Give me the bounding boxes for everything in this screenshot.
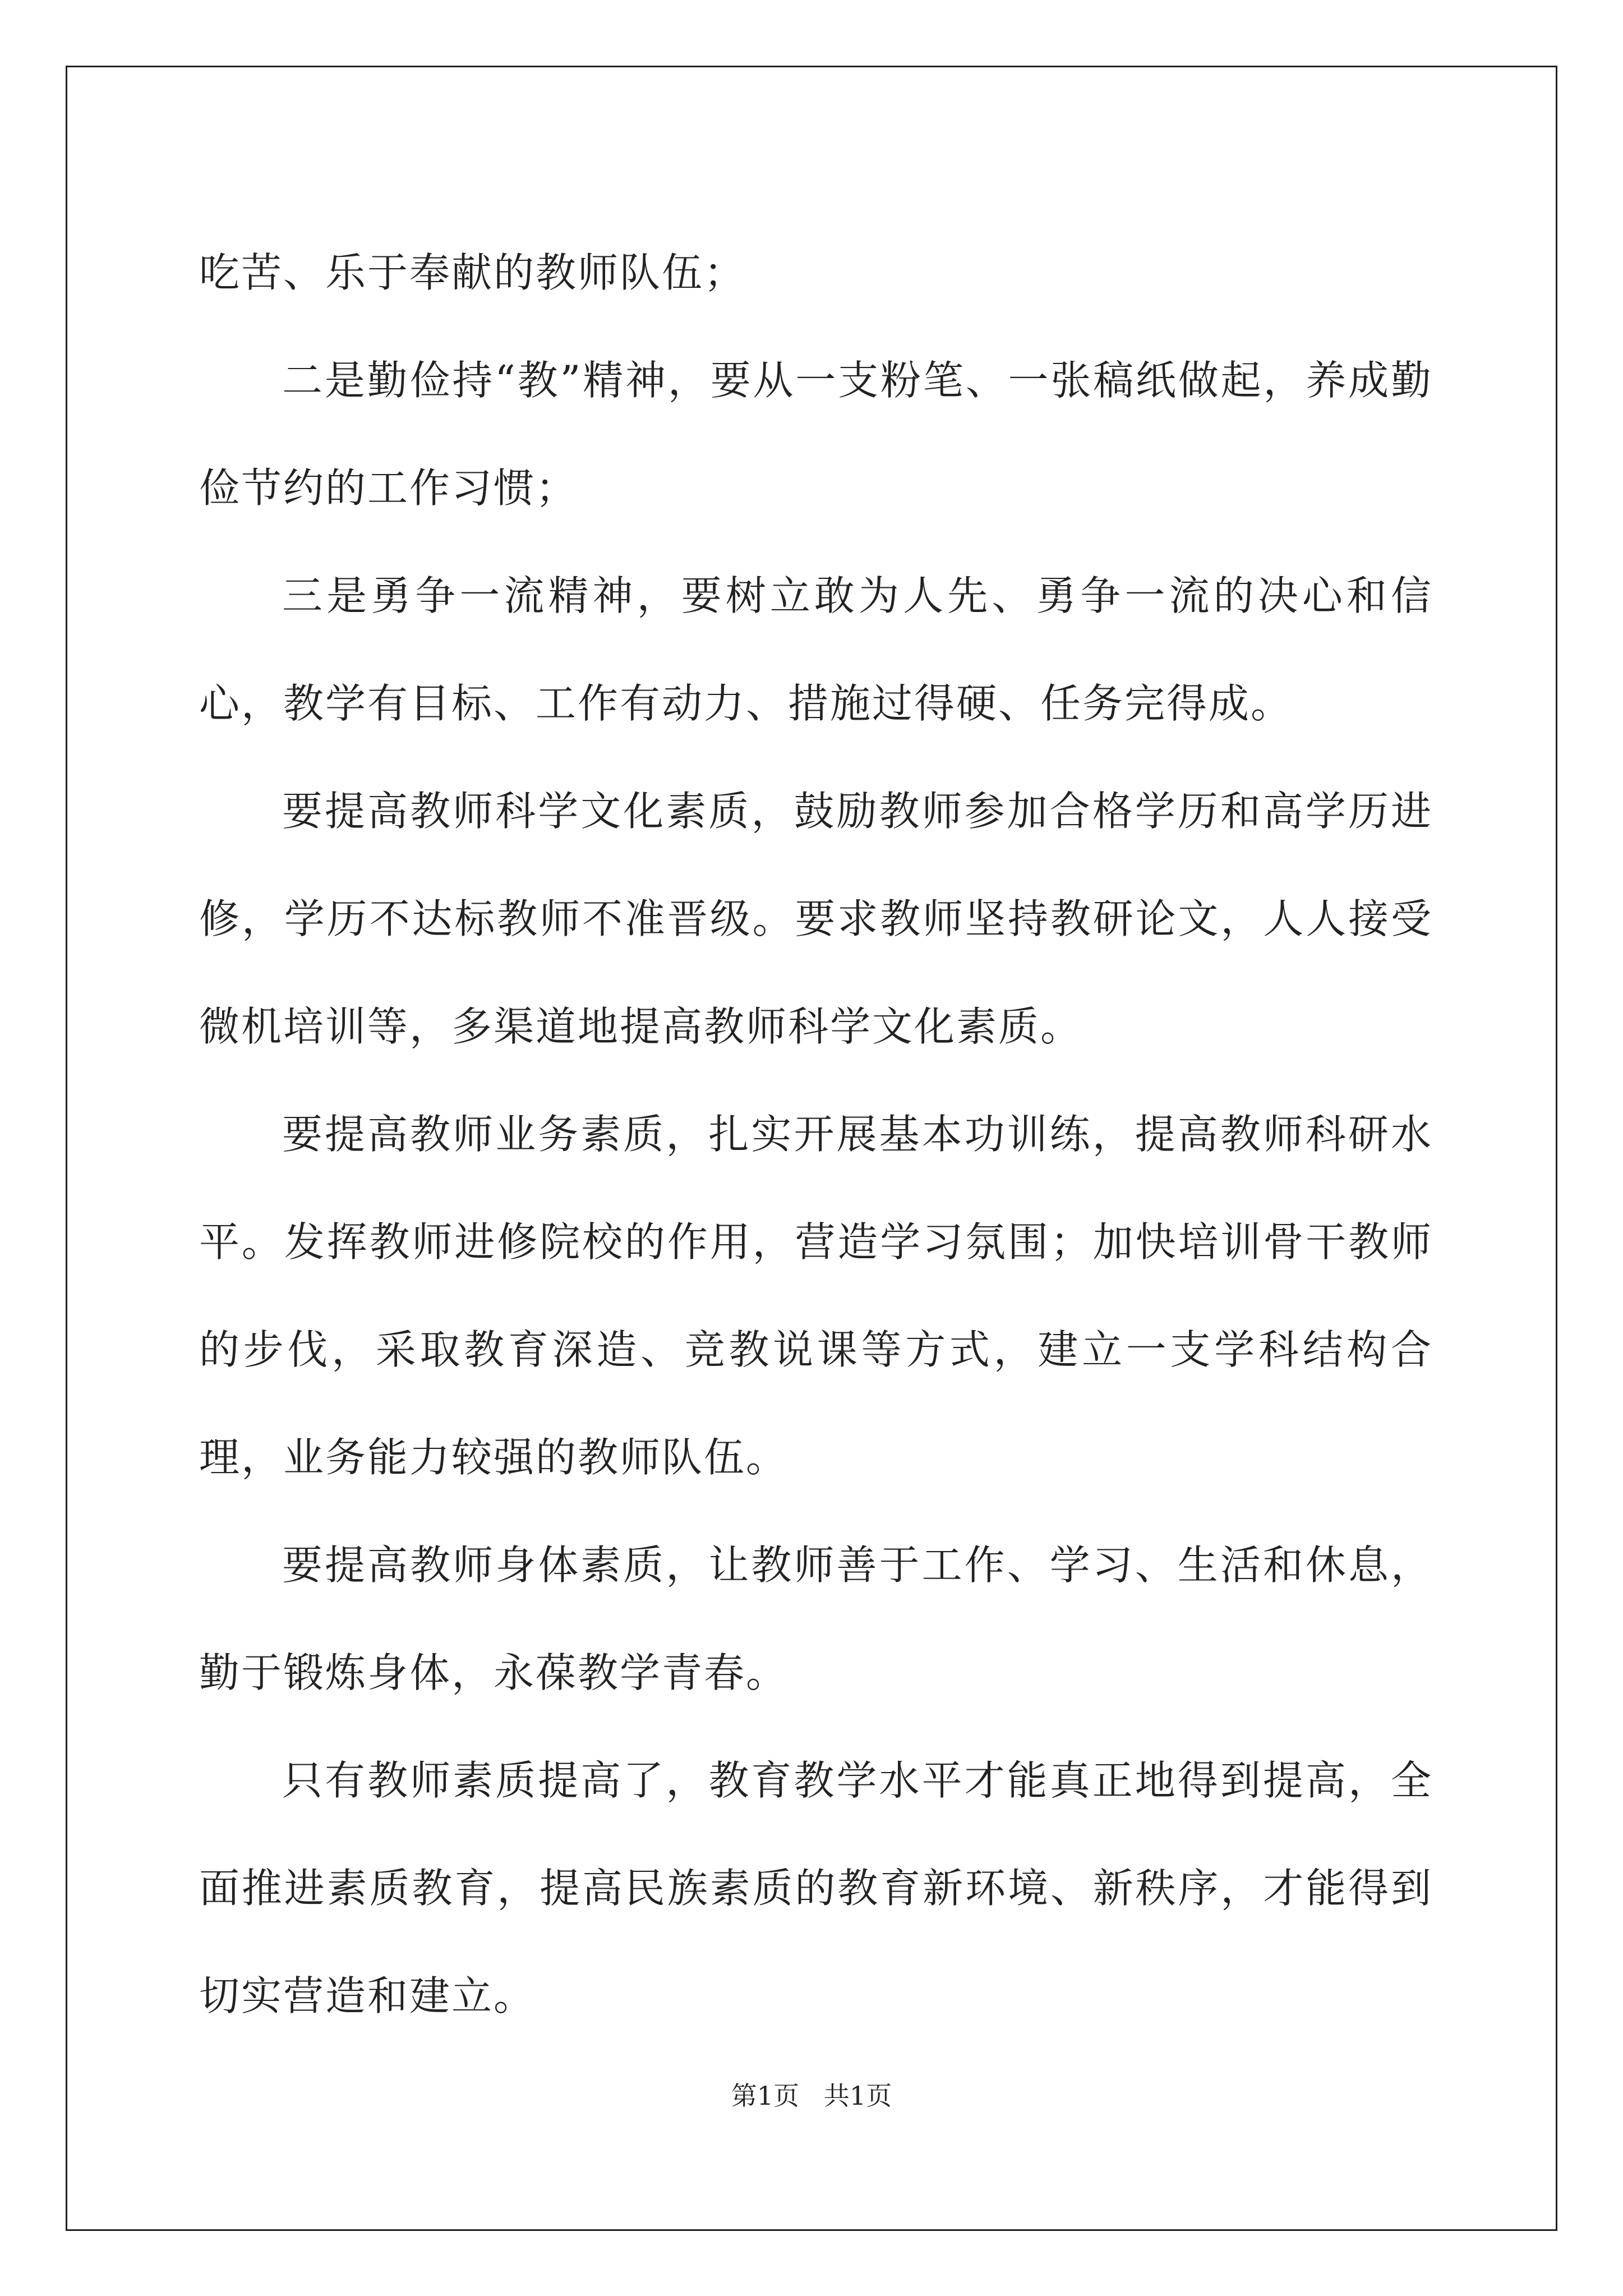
page-number: 第1页 共1页	[731, 2081, 892, 2111]
document-body	[199, 219, 1433, 2050]
paragraph-2: 二是勤俭持“教”精神，要从一支粉笔、一张稿纸做起，养成勤俭节约的工作习惯；	[199, 357, 1433, 512]
paragraph-4: 要提高教师科学文化素质，鼓励教师参加合格学历和高学历进修，学历不达标教师不准晋级。要求教师坚持教研论文，人人接受微机培训等，多渠道地提高教师科学文化素质。	[199, 788, 1433, 1050]
paragraph-3: 三是勇争一流精神，要树立敢为人先、勇争一流的决心和信心，教学有目标、工作有动力、措施过得硬、任务完得成。	[199, 572, 1433, 727]
paragraph-6: 要提高教师身体素质，让教师善于工作、学习、生活和休息，勤于锻炼身体，永葆教学青春。	[199, 1542, 1433, 1696]
paragraph-7: 只有教师素质提高了，教育教学水平才能真正地得到提高，全面推进素质教育，提高民族素质的教育新环境、新秩序，才能得到切实营造和建立。	[199, 1757, 1433, 2019]
paragraph-5: 要提高教师业务素质，扎实开展基本功训练，提高教师科研水平。发挥教师进修院校的作用，营造学习氛围；加快培训骨干教师的步伐，采取教育深造、竞教说课等方式，建立一支学科结构合理，业务能力较强的教师队伍。	[199, 1111, 1433, 1481]
paragraph-1: 吃苦、乐于奉献的教师队伍；	[199, 249, 746, 296]
